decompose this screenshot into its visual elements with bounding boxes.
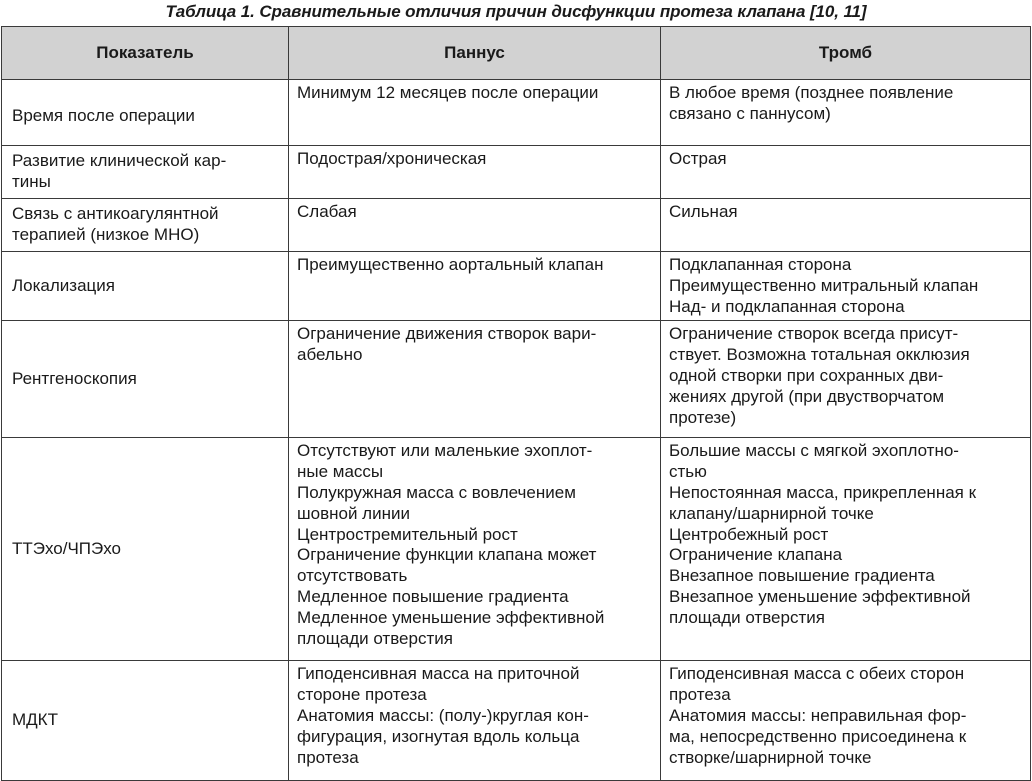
cell-line: Над- и подклапанная сторона [669,296,905,316]
cell-line: Слабая [297,202,357,221]
cell-line: Минимум 12 месяцев после операции [297,83,599,102]
cell-line: ные массы [297,462,384,482]
cell-line: Ограничение движения створок вари- [297,324,597,344]
cell-line: Связь с антикоагулянтной [12,204,219,224]
cell-line: Ограничение створок всегда присут- [669,324,959,344]
table-row [2,661,1031,781]
table-row [2,321,1031,438]
pannus-cell [289,252,661,321]
cell-line: одной створки при сохранных дви- [669,365,944,385]
cell-line: терапией (низкое МНО) [12,225,200,244]
cell-line: ствует. Возможна тотальная окклюзия [669,345,970,365]
cell-line: Полукружная масса с вовлечением [297,482,576,502]
thrombus-cell [661,252,1031,321]
table-row [2,199,1031,252]
cell-line: Гиподенсивная масса на приточной [297,664,580,684]
table-row [2,438,1031,661]
cell-line: тины [12,172,51,191]
cell-line: Время после операции [12,105,195,125]
cell-line: Анатомия массы: неправильная фор- [669,705,967,725]
table-row [2,146,1031,199]
header-indicator: Показатель [2,27,289,80]
cell-line: Острая [669,149,727,168]
thrombus-cell [661,661,1031,781]
pannus-cell [289,661,661,781]
row-indicator-cell [2,80,289,146]
cell-line: Медленное уменьшение эффективной [297,607,605,627]
table-caption: Таблица 1. Сравнительные отличия причин дисфункции протеза клапана [10, 11] [165,2,867,21]
pannus-cell [289,321,661,438]
thrombus-cell [661,146,1031,199]
cell-line: Подклапанная сторона [669,255,852,274]
cell-line: стью [669,462,707,482]
header-pannus: Паннус [289,27,661,80]
cell-line: Локализация [12,275,115,295]
cell-line: В любое время (позднее появление [669,83,954,102]
cell-line: Отсутствуют или маленькие эхоплот- [297,441,593,461]
table-row [2,80,1031,146]
row-indicator-cell [2,661,289,781]
thrombus-cell [661,80,1031,146]
thrombus-cell [661,321,1031,438]
cell-line: площади отверстия [297,628,453,648]
cell-line: Большие массы с мягкой эхоплотно- [669,441,959,461]
cell-line: Медленное повышение градиента [297,586,569,606]
cell-line: Рентгеноскопия [12,368,137,388]
cell-line: площади отверстия [669,607,825,627]
cell-line: Ограничение клапана [669,545,843,565]
row-indicator-cell [2,146,289,199]
cell-line: Непостоянная масса, прикрепленная к [669,482,977,502]
cell-line: Подострая/хроническая [297,149,487,168]
cell-line: Центростремительный рост [297,524,518,544]
row-indicator-cell [2,438,289,661]
cell-line: Гиподенсивная масса с обеих сторон [669,664,965,684]
cell-line: Анатомия массы: (полу-)круглая кон- [297,705,589,725]
cell-line: Внезапное уменьшение эффективной [669,586,971,606]
cell-line: стороне протеза [297,685,427,705]
header-thrombus: Тромб [661,27,1031,80]
cell-line: Ограничение функции клапана может [297,545,597,565]
cell-line: протеза [297,747,359,767]
cell-line: ма, непосредственно присоединена к [669,726,967,746]
cell-line: шовной линии [297,503,410,523]
table-header-row [2,27,1031,80]
cell-line: связано с паннусом) [669,103,831,123]
pannus-cell [289,438,661,661]
cell-line: Развитие клинической кар- [12,151,227,171]
cell-line: фигурация, изогнутая вдоль кольца [297,726,580,746]
cell-line: Сильная [669,202,738,221]
cell-line: жениях другой (при двустворчатом [669,386,945,406]
cell-line: Центробежный рост [669,524,829,544]
cell-line: клапану/шарнирной точке [669,503,874,523]
cell-line: отсутствовать [297,566,408,586]
thrombus-cell [661,199,1031,252]
row-indicator-cell [2,321,289,438]
cell-line: створке/шарнирной точке [669,747,872,767]
cell-line: МДКТ [12,710,58,730]
row-indicator-cell [2,199,289,252]
cell-line: абельно [297,345,363,365]
thrombus-cell [661,438,1031,661]
cell-line: Внезапное повышение градиента [669,566,935,586]
cell-line: протеза [669,685,731,705]
pannus-cell [289,199,661,252]
cell-line: Преимущественно митральный клапан [669,275,979,295]
table-row [2,252,1031,321]
pannus-cell [289,146,661,199]
cell-line: ТТЭхо/ЧПЭхо [12,538,122,558]
row-indicator-cell [2,252,289,321]
cell-line: Преимущественно аортальный клапан [297,255,604,274]
comparison-table [1,26,1031,781]
cell-line: протезе) [669,407,737,427]
pannus-cell [289,80,661,146]
